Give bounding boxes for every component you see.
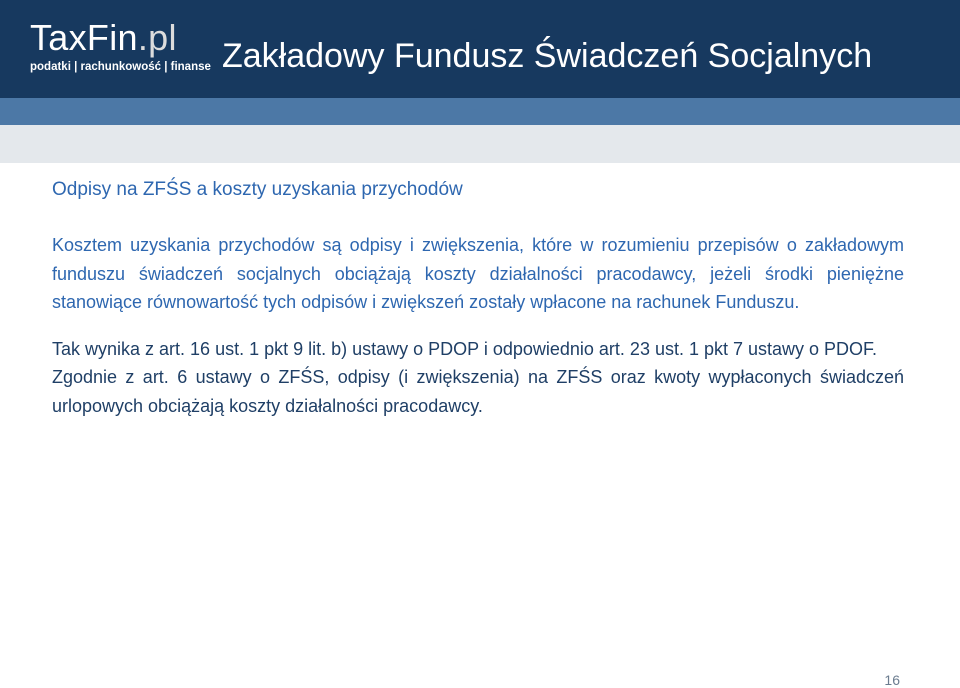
header-shade-band — [0, 125, 960, 163]
page-number: 16 — [884, 672, 900, 688]
logo-tld: .pl — [137, 17, 177, 58]
slide-title: Zakładowy Fundusz Świadczeń Socjalnych — [222, 37, 873, 75]
paragraph-legal-basis: Tak wynika z art. 16 ust. 1 pkt 9 lit. b) ustawy o PDOP i odpowiednio art. 23 ust. 1 pkt 7 ustawy o PDOF. — [52, 338, 878, 359]
subheading: Odpisy na ZFŚS a koszty uzyskania przychodów — [52, 179, 463, 200]
paragraph-costs: Kosztem uzyskania przychodów są odpisy i zwiększenia, które w rozumieniu przepisów o zakładowym funduszu świadczeń socjalnych obciążają koszty działalności pracodawcy, jeżeli środki pieniężne stanowiące równowartość tych odpisów i zwiększeń zostały wpłacone na rachunek Funduszu. — [52, 235, 904, 312]
paragraph-zfss-article: Zgodnie z art. 6 ustawy o ZFŚS, odpisy (i zwiększenia) na ZFŚS oraz kwoty wypłaconych świadczeń urlopowych obciążają koszty działalności pracodawcy. — [52, 367, 904, 416]
logo-tagline: podatki | rachunkowość | finanse — [30, 61, 211, 73]
header-bar — [0, 0, 960, 98]
logo-wordmark — [30, 18, 211, 58]
logo — [30, 18, 211, 74]
slide-content — [52, 176, 904, 420]
logo-name: TaxFin — [30, 17, 138, 58]
header-accent-band — [0, 98, 960, 125]
